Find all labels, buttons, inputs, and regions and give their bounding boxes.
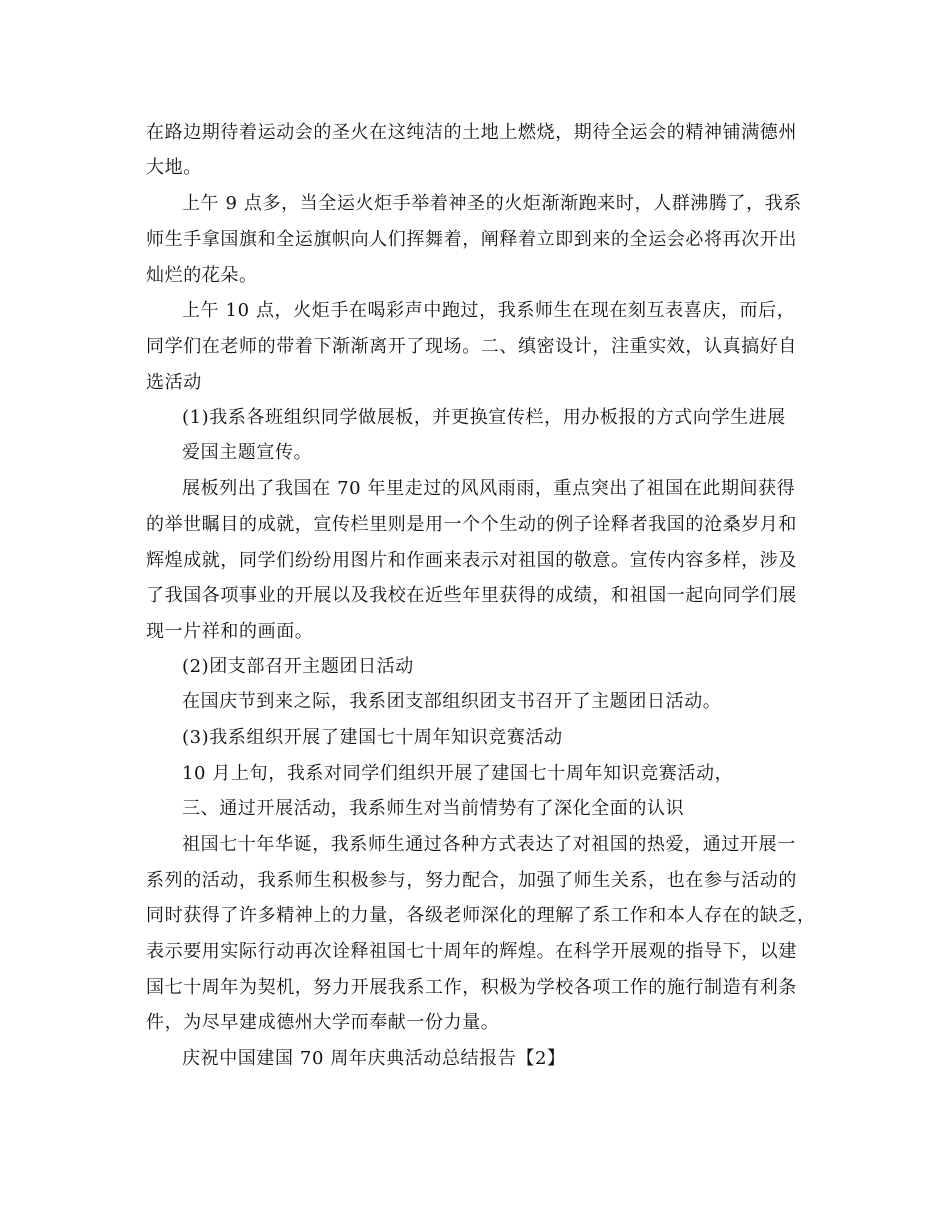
text-line: (1)我系各班组织同学做展板，并更换宣传栏，用办板报的方式向学生进展	[182, 407, 786, 428]
text-line: 的举世瞩目的成就，宣传栏里则是用一个个生动的例子诠释者我国的沧桑岁月和	[146, 514, 797, 535]
text-line: 爱国主题宣传。	[182, 442, 313, 463]
text-line: 国七十周年为契机，努力开展我系工作，积极为学校各项工作的施行制造有利条	[146, 977, 797, 998]
text-line: 了我国各项事业的开展以及我校在近些年里获得的成绩，和祖国一起向同学们展	[146, 585, 797, 606]
text-line: 三、通过开展活动，我系师生对当前情势有了深化全面的认识	[182, 798, 685, 819]
text-line: (3)我系组织开展了建国七十周年知识竞赛活动	[182, 727, 563, 748]
text-line: 系列的活动，我系师生积极参与，努力配合，加强了师生关系，也在参与活动的	[146, 870, 797, 891]
text-line: 10 月上旬，我系对同学们组织开展了建国七十周年知识竞赛活动，	[182, 763, 734, 784]
text-line: 庆祝中国建国 70 周年庆典活动总结报告【2】	[182, 1048, 566, 1069]
text-line: 祖国七十年华诞，我系师生通过各种方式表达了对祖国的热爱，通过开展一	[182, 834, 796, 855]
text-line: 上午 10 点，火炬手在喝彩声中跑过，我系师生在现在刻互表喜庆，而后，	[182, 300, 796, 321]
text-line: 辉煌成就，同学们纷纷用图片和作画来表示对祖国的敬意。宣传内容多样，涉及	[146, 550, 797, 571]
text-line: 同学们在老师的带着下渐渐离开了现场。二、缜密设计，注重实效，认真搞好自	[146, 336, 797, 357]
text-line: 同时获得了许多精神上的力量，各级老师深化的理解了系工作和本人存在的缺乏，	[146, 905, 816, 926]
text-line: 选活动	[146, 372, 202, 393]
text-line: 表示要用实际行动再次诠释祖国七十周年的辉煌。在科学开展观的指导下，以建	[146, 941, 797, 962]
text-line: 大地。	[146, 157, 202, 178]
text-line: 现一片祥和的画面。	[146, 621, 314, 642]
text-line: 件，为尽早建成德州大学而奉献一份力量。	[146, 1012, 500, 1033]
text-line: 灿烂的花朵。	[146, 265, 258, 286]
text-line: 师生手拿国旗和全运旗帜向人们挥舞着，阐释着立即到来的全运会必将再次开出	[146, 229, 797, 250]
text-line: (2)团支部召开主题团日活动	[182, 656, 414, 677]
text-line: 展板列出了我国在 70 年里走过的风风雨雨，重点突出了祖国在此期间获得	[182, 478, 796, 499]
text-line: 上午 9 点多，当全运火炬手举着神圣的火炬渐渐跑来时，人群沸腾了，我系	[182, 193, 802, 214]
text-line: 在路边期待着运动会的圣火在这纯洁的土地上燃烧，期待全运会的精神铺满德州	[146, 122, 797, 143]
text-line: 在国庆节到来之际，我系团支部组织团支书召开了主题团日活动。	[182, 691, 722, 712]
